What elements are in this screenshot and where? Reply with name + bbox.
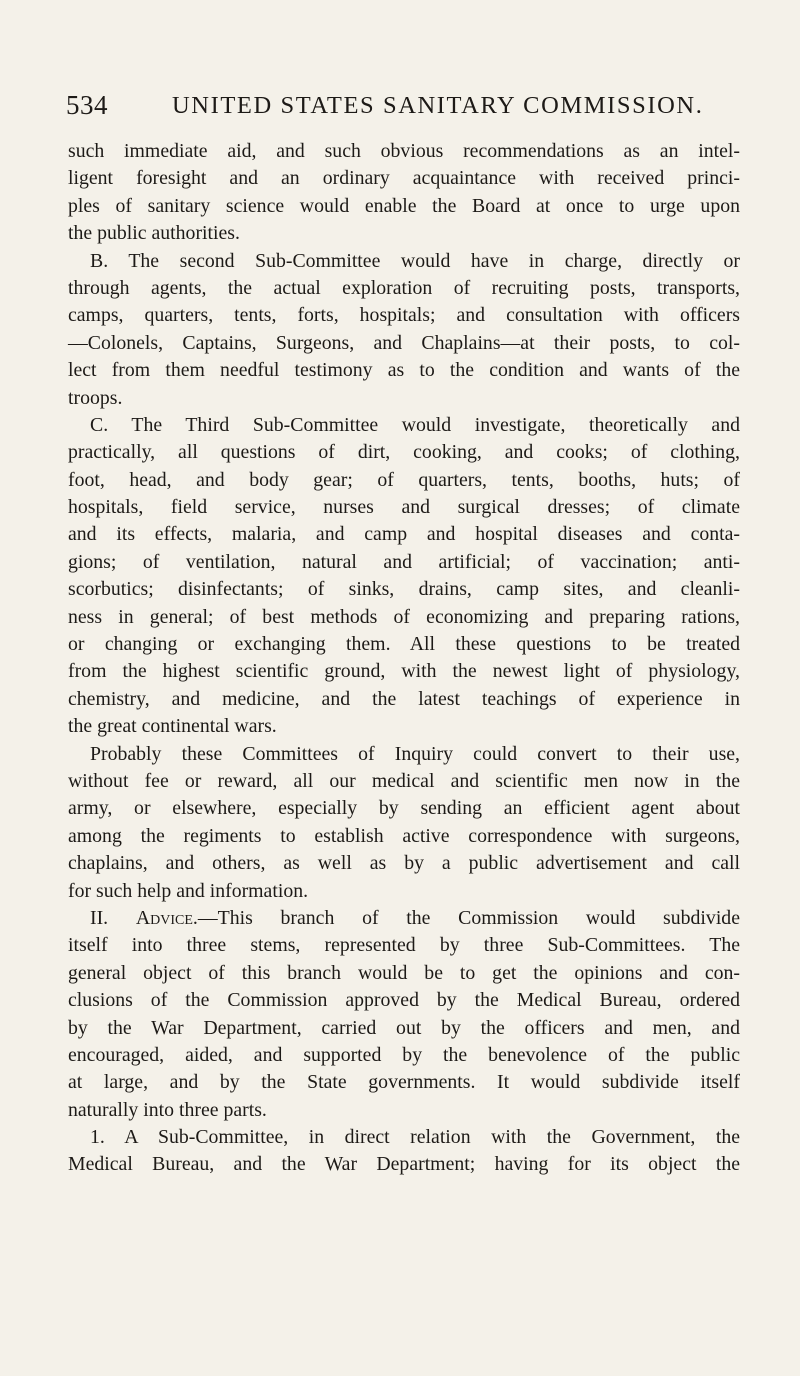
text-line: among the regiments to establish active correspondence with surgeons,: [68, 824, 740, 847]
text-line: ligent foresight and an ordinary acquaintance with received princi-: [68, 167, 740, 190]
text-line: the public authorities.: [68, 222, 240, 245]
text-line: itself into three stems, represented by three Sub-Committees. The: [68, 934, 740, 957]
text-line: camps, quarters, tents, forts, hospitals; and consultation with officers: [68, 304, 740, 327]
text-line: for such help and information.: [68, 879, 309, 902]
text-line: such immediate aid, and such obvious recommendations as an intel-: [68, 140, 740, 162]
text-line: chaplains, and others, as well as by a public advertisement and call: [68, 852, 740, 875]
text-line: Medical Bureau, and the War Department; having for its object the: [68, 1153, 740, 1176]
text-line: foot, head, and body gear; of quarters, tents, booths, huts; of: [68, 468, 740, 491]
text-line: scorbutics; disinfectants; of sinks, drains, camp sites, and cleanli-: [68, 578, 740, 601]
page-number: 534: [66, 90, 108, 120]
text-line: ness in general; of best methods of economizing and preparing rations,: [68, 605, 740, 628]
text-line: 1. A Sub-Committee, in direct relation with the Government, the: [90, 1126, 740, 1149]
text-line: by the War Department, carried out by the officers and men, and: [68, 1016, 740, 1039]
text-line: at large, and by the State governments. It would subdivide itself: [68, 1071, 740, 1094]
text-line: troops.: [68, 386, 123, 409]
text-line: chemistry, and medicine, and the latest teachings of experience in: [68, 687, 740, 710]
text-line: naturally into three parts.: [68, 1098, 267, 1121]
body-text: [68, 138, 740, 1179]
text-line: B. The second Sub-Committee would have in charge, directly or: [90, 249, 740, 272]
text-line: from the highest scientific ground, with the newest light of physiology,: [68, 660, 740, 683]
section-number: II.: [90, 906, 136, 929]
text-line: and its effects, malaria, and camp and hospital diseases and conta-: [68, 523, 740, 546]
text-line: [68, 905, 740, 932]
text-line: army, or elsewhere, especially by sending an efficient agent about: [68, 797, 740, 820]
text-line: general object of this branch would be to get the opinions and con-: [68, 961, 740, 984]
text-line: the great continental wars.: [68, 715, 277, 738]
text-line: or changing or exchanging them. All these questions to be treated: [68, 633, 740, 656]
text-line: hospitals, field service, nurses and surgical dresses; of climate: [68, 496, 740, 519]
text-line: encouraged, aided, and supported by the benevolence of the public: [68, 1043, 740, 1066]
text-line: through agents, the actual exploration of recruiting posts, transports,: [68, 276, 740, 299]
page-header: [66, 90, 766, 130]
text-line: C. The Third Sub-Committee would investigate, theoretically and: [90, 413, 740, 436]
section-intro: —This branch of the Commission would subdivide: [197, 906, 740, 929]
text-line: without fee or reward, all our medical and scientific men now in the: [68, 769, 740, 792]
text-line: —Colonels, Captains, Surgeons, and Chaplains—at their posts, to col-: [68, 331, 740, 354]
section-title: Advice.: [135, 906, 198, 929]
text-line: gions; of ventilation, natural and artificial; of vaccination; anti-: [68, 550, 740, 573]
text-line: Probably these Committees of Inquiry could convert to their use,: [90, 742, 740, 765]
text-line: clusions of the Commission approved by the Medical Bureau, ordered: [68, 989, 740, 1012]
text-line: practically, all questions of dirt, cooking, and cooks; of clothing,: [68, 441, 740, 464]
text-line: lect from them needful testimony as to the condition and wants of the: [68, 359, 740, 382]
text-line: ples of sanitary science would enable the Board at once to urge upon: [68, 194, 740, 217]
running-head: UNITED STATES SANITARY COMMISSION.: [172, 92, 704, 119]
